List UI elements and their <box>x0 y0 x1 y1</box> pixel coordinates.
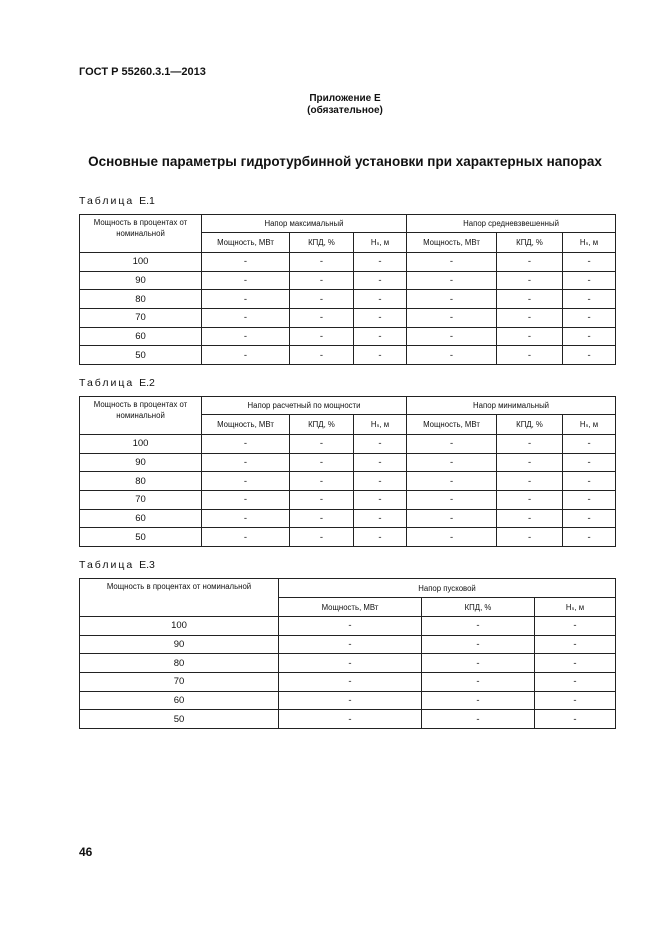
table-caption-number: Е.3 <box>139 559 155 571</box>
table-row <box>80 673 616 692</box>
table-e1 <box>79 214 616 365</box>
cell: - <box>202 327 290 346</box>
cell: - <box>563 435 616 454</box>
cell: - <box>422 635 535 654</box>
cell: - <box>535 673 616 692</box>
sub-header: КПД, % <box>290 415 354 435</box>
cell: - <box>354 491 407 510</box>
table-row <box>80 290 616 309</box>
cell: - <box>354 509 407 528</box>
cell: - <box>535 617 616 636</box>
table-row <box>80 309 616 328</box>
annex-status: (обязательное) <box>307 105 383 116</box>
cell: - <box>290 491 354 510</box>
col-header-power-percent: Мощность в процентах от номинальной <box>80 397 202 435</box>
table-row <box>80 453 616 472</box>
cell: - <box>497 528 563 547</box>
sub-header: Мощность, МВт <box>279 598 422 617</box>
cell: 70 <box>80 673 279 692</box>
table-row <box>80 327 616 346</box>
cell: - <box>563 472 616 491</box>
sub-header: Hₛ, м <box>354 415 407 435</box>
table-row <box>80 253 616 272</box>
cell: - <box>407 327 497 346</box>
sub-header: Hₛ, м <box>354 233 407 253</box>
cell: - <box>290 453 354 472</box>
cell: 90 <box>80 635 279 654</box>
cell: 90 <box>80 453 202 472</box>
cell: - <box>422 673 535 692</box>
sub-header: Hₛ, м <box>563 415 616 435</box>
cell: - <box>407 290 497 309</box>
cell: 60 <box>80 327 202 346</box>
cell: - <box>202 435 290 454</box>
col-header-power-percent: Мощность в процентах от номинальной <box>80 579 279 617</box>
cell: - <box>407 253 497 272</box>
cell: - <box>290 528 354 547</box>
cell: - <box>354 453 407 472</box>
sub-header: Мощность, МВт <box>407 415 497 435</box>
cell: - <box>407 271 497 290</box>
cell: - <box>202 509 290 528</box>
cell: - <box>290 309 354 328</box>
cell: - <box>563 327 616 346</box>
cell: 60 <box>80 691 279 710</box>
cell: - <box>290 271 354 290</box>
group-header: Напор расчетный по мощности <box>202 397 407 415</box>
cell: - <box>407 491 497 510</box>
cell: - <box>290 435 354 454</box>
cell: - <box>202 346 290 365</box>
cell: - <box>202 290 290 309</box>
cell: - <box>354 472 407 491</box>
table-caption-e2 <box>79 377 155 389</box>
cell: - <box>290 509 354 528</box>
sub-header: КПД, % <box>497 415 563 435</box>
cell: - <box>497 290 563 309</box>
cell: - <box>497 491 563 510</box>
cell: - <box>563 309 616 328</box>
cell: - <box>354 290 407 309</box>
cell: - <box>407 528 497 547</box>
cell: - <box>354 253 407 272</box>
annex-heading <box>0 93 661 117</box>
cell: - <box>563 253 616 272</box>
cell: - <box>497 472 563 491</box>
table-row <box>80 271 616 290</box>
cell: - <box>535 635 616 654</box>
cell: 100 <box>80 617 279 636</box>
table-row <box>80 491 616 510</box>
table-row <box>80 509 616 528</box>
cell: - <box>407 435 497 454</box>
cell: - <box>202 253 290 272</box>
sub-header: КПД, % <box>422 598 535 617</box>
page-number: 46 <box>79 845 93 859</box>
sub-header: Hₛ, м <box>563 233 616 253</box>
cell: - <box>202 453 290 472</box>
table-caption-number: Е.1 <box>139 195 155 207</box>
cell: - <box>354 271 407 290</box>
cell: - <box>354 528 407 547</box>
table-caption-e3 <box>79 559 155 571</box>
table-row <box>80 472 616 491</box>
table-row <box>80 691 616 710</box>
cell: - <box>354 327 407 346</box>
cell: - <box>279 654 422 673</box>
cell: 60 <box>80 509 202 528</box>
cell: - <box>497 253 563 272</box>
cell: - <box>563 290 616 309</box>
cell: - <box>497 453 563 472</box>
sub-header: Мощность, МВт <box>407 233 497 253</box>
cell: - <box>497 435 563 454</box>
annex-title: Приложение Е <box>309 93 381 104</box>
cell: - <box>279 635 422 654</box>
cell: - <box>279 691 422 710</box>
table-caption-word: Таблица <box>79 559 135 571</box>
table-row <box>80 346 616 365</box>
cell: 50 <box>80 710 279 729</box>
cell: - <box>407 309 497 328</box>
cell: - <box>202 271 290 290</box>
cell: - <box>290 327 354 346</box>
table-row <box>80 528 616 547</box>
cell: - <box>202 472 290 491</box>
cell: - <box>354 309 407 328</box>
cell: - <box>497 509 563 528</box>
cell: - <box>290 253 354 272</box>
cell: - <box>563 509 616 528</box>
cell: - <box>535 654 616 673</box>
cell: 100 <box>80 435 202 454</box>
sub-header: КПД, % <box>497 233 563 253</box>
cell: - <box>422 710 535 729</box>
table-e2 <box>79 396 616 547</box>
sub-header: Hₛ, м <box>535 598 616 617</box>
cell: 70 <box>80 491 202 510</box>
cell: 100 <box>80 253 202 272</box>
table-caption-word: Таблица <box>79 377 135 389</box>
table-e3 <box>79 578 616 729</box>
cell: - <box>422 691 535 710</box>
cell: - <box>497 327 563 346</box>
cell: - <box>407 453 497 472</box>
cell: - <box>422 654 535 673</box>
cell: - <box>290 472 354 491</box>
cell: - <box>202 528 290 547</box>
cell: - <box>497 346 563 365</box>
cell: - <box>535 691 616 710</box>
table-row <box>80 710 616 729</box>
cell: - <box>202 309 290 328</box>
table-caption-number: Е.2 <box>139 377 155 389</box>
group-header: Напор пусковой <box>279 579 616 598</box>
sub-header: КПД, % <box>290 233 354 253</box>
cell: - <box>279 617 422 636</box>
cell: - <box>354 346 407 365</box>
cell: - <box>407 472 497 491</box>
sub-header: Мощность, МВт <box>202 233 290 253</box>
cell: 80 <box>80 654 279 673</box>
cell: - <box>422 617 535 636</box>
cell: - <box>279 710 422 729</box>
cell: - <box>290 290 354 309</box>
group-header: Напор минимальный <box>407 397 616 415</box>
cell: - <box>563 271 616 290</box>
cell: - <box>290 346 354 365</box>
cell: - <box>535 710 616 729</box>
table-row <box>80 617 616 636</box>
cell: 50 <box>80 346 202 365</box>
cell: - <box>279 673 422 692</box>
table-row <box>80 635 616 654</box>
cell: - <box>563 491 616 510</box>
cell: - <box>563 528 616 547</box>
cell: - <box>354 435 407 454</box>
cell: 90 <box>80 271 202 290</box>
document-code: ГОСТ Р 55260.3.1—2013 <box>79 66 206 78</box>
col-header-power-percent: Мощность в процентах от номинальной <box>80 215 202 253</box>
cell: 70 <box>80 309 202 328</box>
cell: - <box>497 309 563 328</box>
cell: - <box>563 346 616 365</box>
cell: 80 <box>80 290 202 309</box>
group-header: Напор максимальный <box>202 215 407 233</box>
cell: - <box>407 509 497 528</box>
cell: 80 <box>80 472 202 491</box>
table-caption-e1 <box>79 195 155 207</box>
table-row <box>80 435 616 454</box>
cell: - <box>563 453 616 472</box>
cell: 50 <box>80 528 202 547</box>
cell: - <box>497 271 563 290</box>
main-title: Основные параметры гидротурбинной установки при характерных напорах <box>88 154 602 169</box>
cell: - <box>202 491 290 510</box>
cell: - <box>407 346 497 365</box>
group-header: Напор средневзвешенный <box>407 215 616 233</box>
table-row <box>80 654 616 673</box>
sub-header: Мощность, МВт <box>202 415 290 435</box>
table-caption-word: Таблица <box>79 195 135 207</box>
